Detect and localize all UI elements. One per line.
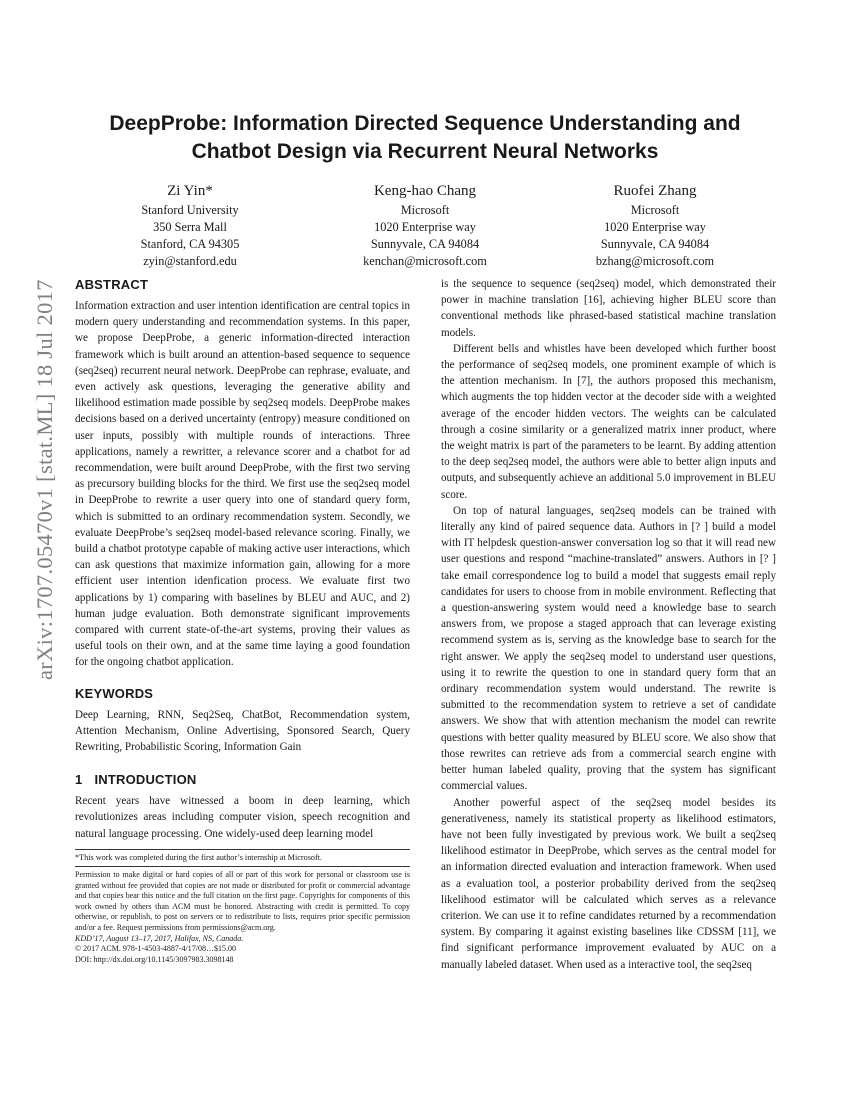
author-affiliation: Microsoft bbox=[400, 203, 450, 217]
author-address-line: 1020 Enterprise way bbox=[374, 220, 476, 234]
author-name: Zi Yin* bbox=[167, 183, 213, 199]
author-affiliation: Microsoft bbox=[630, 203, 680, 217]
intro-paragraph-4: Another powerful aspect of the seq2seq model besides its generativeness, namely its statistical property as likelihood estimators, have not been fully investigated by previous work. We built a seq2seq likelihood estimator in DeepProbe, which serves as the central model for an information directed evaluation and interaction framework. When used as a evaluation tool, a posterior probability derived from the seq2seq likelihood estimator will be calculated which serves as a relevance criterion. We can use it to refine candidates returned by a recommendation system. By comparing it against existing baselines like CDSSM [11], we find significant performance improvement evaluated by AUC on a manually labeled dataset. When used as a interactive tool, the seq2seq bbox=[441, 796, 776, 971]
abstract-heading: ABSTRACT bbox=[75, 277, 149, 292]
intro-paragraph-3: On top of natural languages, seq2seq models can be trained with literally any kind of paired sequence data. Authors in [? ] build a model with IT helpdesk question-answer conversation log so that it will read new user questions and respond “machine-translated” answers. Authors in [? ] take email correspondence log to build a model that suggests email reply candidates for users to choose from in mobile environment. Reflecting that a question-answering system would need a knowledge base to search answers from, we propose a staged approach that can leverage existing recommend system as is, serving as the knowledge base to search for the right answer. We apply the seq2seq model to understand user questions, using it to rewrite the question to one in standard query form that an ordinary recommendation system would understand. The rewrite is submitted to the recommendation system to retrieve a set of candidate answers. We show that with attention mechanism the model can rewrite questions with better quality measured by BLEU score. We also show that those rewrites can retrieve ads from a commercial search engine with better human labeled quality, proving that the system has significant commercial values. bbox=[441, 504, 776, 793]
arxiv-identifier-stamp: arXiv:1707.05470v1 [stat.ML] 18 Jul 2017 bbox=[32, 279, 57, 680]
paper-title bbox=[60, 110, 790, 166]
author-1 bbox=[75, 180, 305, 270]
keywords-heading: KEYWORDS bbox=[75, 685, 154, 701]
author-3 bbox=[540, 180, 770, 270]
author-block bbox=[75, 180, 775, 270]
permission-text: Permission to make digital or hard copies of all or part of this work for personal or classroom use is granted without fee provided that copies are not made or distributed for profit or commercial advantage and that copies bear this notice and the full citation on the first page. Copyrights for components of this work owned by others than ACM must be honored. Abstracting with credit is permitted. To copy otherwise, or republish, to post on servers or to redistribute to lists, requires prior specific permission and/or a fee. Request permissions from permissions@acm.org. bbox=[75, 870, 410, 932]
section-title: INTRODUCTION bbox=[94, 772, 197, 788]
author-address-line: 350 Serra Mall bbox=[153, 220, 227, 234]
author-email: bzhang@microsoft.com bbox=[595, 254, 715, 268]
author-address-line: Sunnyvale, CA 94084 bbox=[600, 237, 710, 251]
author-footnote: *This work was completed during the first author’s internship at Microsoft. bbox=[75, 849, 410, 863]
copyright-line: © 2017 ACM. 978-1-4503-4887-4/17/08…$15.00 bbox=[75, 944, 236, 954]
author-email: zyin@stanford.edu bbox=[143, 254, 237, 268]
introduction-heading bbox=[75, 771, 410, 789]
author-email: kenchan@microsoft.com bbox=[363, 254, 487, 268]
intro-paragraph-2: Different bells and whistles have been developed which further boost the performance of seq2seq models, one prominent example of which is the attention mechanism. In [7], the authors proposed this mechanism, which augments the top hidden vector at the decoder side with a weighted average of the encoder hidden vectors. The weights can be calculated through a cosine similarity or a generalized matrix inner product, where the weight matrix is part of the parameters to be learnt. By adding attention to the deep seq2seq model, the authors were able to better align inputs and outputs, and subsequently achieve an additional 5.0 improvement in BLEU score. bbox=[441, 342, 776, 501]
doi-line: DOI: http://dx.doi.org/10.1145/3097983.3098148 bbox=[75, 954, 234, 964]
keywords-text: Deep Learning, RNN, Seq2Seq, ChatBot, Recommendation system, Attention Mechanism, Online Advertising, Sponsored Search, Query Rewriting, Probabilistic Scoring, Information Gain bbox=[75, 708, 410, 754]
right-column bbox=[441, 276, 776, 973]
author-name: Keng-hao Chang bbox=[373, 183, 477, 199]
abstract-text: Information extraction and user intention identification are central topics in modern query understanding and recommendation systems. In this paper, we propose DeepProbe, a generic information-directed interaction framework which is built around an attention-based sequence to sequence (seq2seq) recurrent neural network. DeepProbe can rephrase, evaluate, and even actively ask questions, leveraging the generative ability and likelihood estimation made possible by seq2seq models. DeepProbe makes decisions based on a derived uncertainty (entropy) measure conditioned on user inputs, possibly with multiple rounds of interactions. Three applications, namely a rewritter, a relevance scorer and a chatbot for ad recommendation, were built around DeepProbe, with the first two serving as precursory building blocks for the third. We first use the seq2seq model in DeepProbe to rewrite a user query into one of standard query form, which is submitted to an ordinary recommendation system. Secondly, we evaluate DeepProbe’s seq2seq model-based relevance scoring. Finally, we build a chatbot prototype capable of making active user interactions, which can ask questions that maximize information gain, allowing for a more efficient user intention idenfication process. We evaluate first two applications by 1) comparing with baselines by BLEU and AUC, and 2) human judge evaluation. Both demonstrate significant improvements compared with current state-of-the-art systems, proving their values as useful tools on their own, and at the same time laying a good foundation for the ongoing chatbot application. bbox=[75, 300, 410, 669]
section-number: 1 bbox=[75, 772, 83, 788]
author-affiliation: Stanford University bbox=[141, 203, 239, 217]
author-name: Ruofei Zhang bbox=[613, 183, 697, 199]
title-line-2: Chatbot Design via Recurrent Neural Networks bbox=[191, 140, 659, 163]
permission-notice bbox=[75, 866, 410, 965]
intro-paragraph-1: Recent years have witnessed a boom in deep learning, which revolutionizes areas including computer vision, speech recognition and natural language processing. One widely-used deep learning model bbox=[75, 795, 410, 840]
conference-info: KDD’17, August 13–17, 2017, Halifax, NS, Canada. bbox=[75, 933, 244, 943]
title-line-1: DeepProbe: Information Directed Sequence Understanding and bbox=[109, 112, 741, 135]
author-2 bbox=[310, 180, 540, 270]
left-column bbox=[75, 276, 410, 842]
author-address-line: Stanford, CA 94305 bbox=[140, 237, 240, 251]
author-address-line: 1020 Enterprise way bbox=[604, 220, 706, 234]
author-address-line: Sunnyvale, CA 94084 bbox=[370, 237, 480, 251]
intro-paragraph-1-continued: is the sequence to sequence (seq2seq) model, which demonstrated their power in machine translation [16], achieving higher BLEU score than conventional methods like phrased-based statistical machine translation models. bbox=[441, 278, 776, 339]
